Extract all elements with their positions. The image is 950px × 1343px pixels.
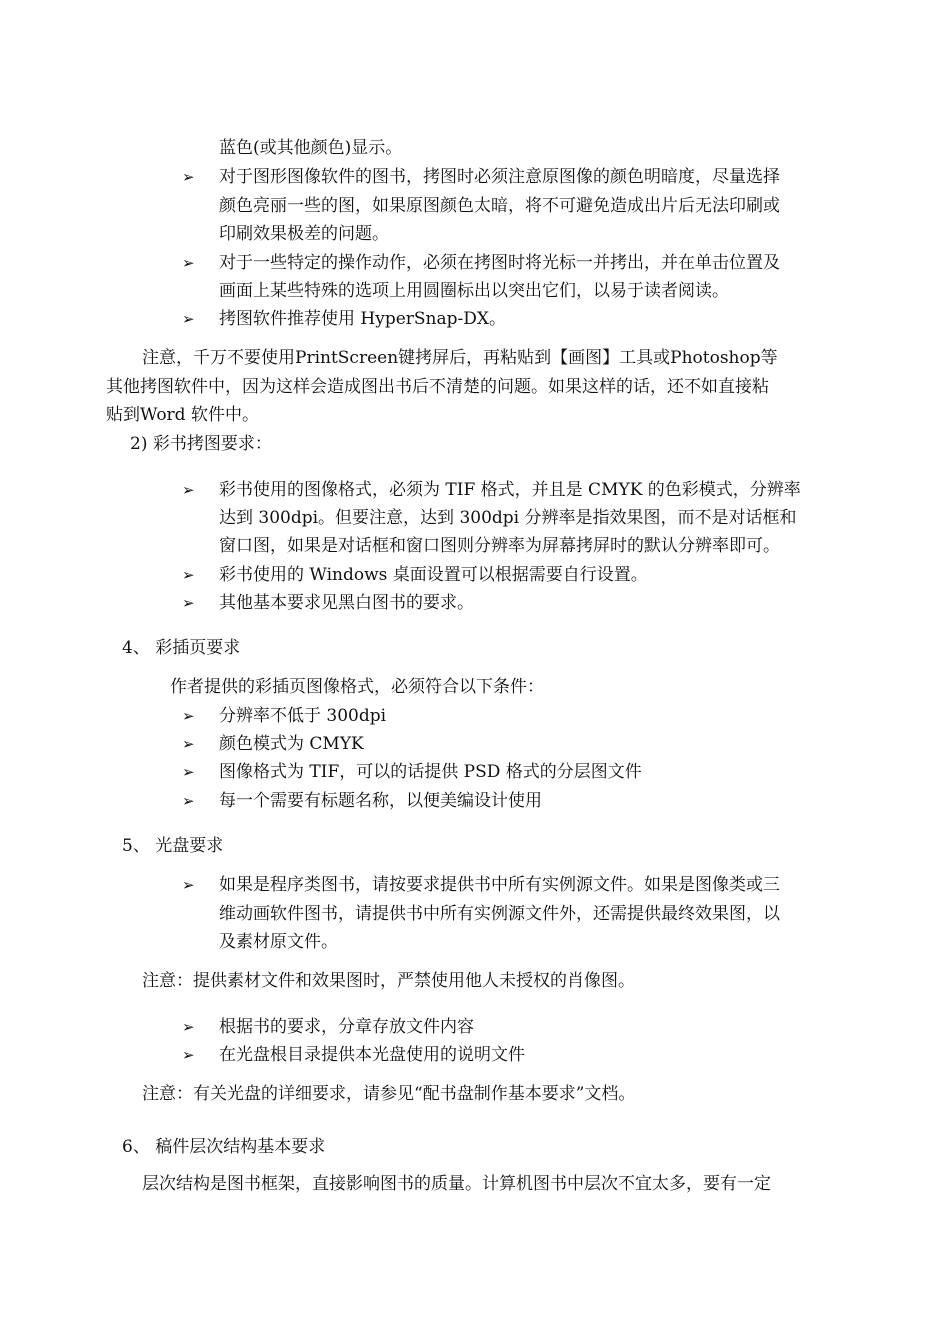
bullet-text-line: 拷图软件推荐使用 HyperSnap-DX。: [219, 309, 506, 329]
bullet-text-line: 画面上某些特殊的选项上用圆圈标出以突出它们，以易于读者阅读。: [219, 281, 729, 301]
bullet-text-line: 每一个需要有标题名称，以便美编设计使用: [219, 791, 542, 811]
note-text: 注意：提供素材文件和效果图时，严禁使用他人未授权的肖像图。: [142, 971, 635, 991]
bullet-arrow-icon: ➢: [182, 594, 195, 612]
bullet-text-line: 颜色亮丽一些的图，如果原图颜色太暗，将不可避免造成出片后无法印刷或: [219, 196, 780, 216]
bullet-text-line: 彩书使用的 Windows 桌面设置可以根据需要自行设置。: [219, 565, 648, 585]
bullet-text-line: 如果是程序类图书，请按要求提供书中所有实例源文件。如果是图像类或三: [219, 875, 780, 895]
section-heading: 6、 稿件层次结构基本要求: [122, 1137, 326, 1157]
section-intro: 作者提供的彩插页图像格式，必须符合以下条件：: [170, 677, 544, 697]
bullet-text-line: 对于图形图像软件的图书，拷图时必须注意原图像的颜色明暗度，尽量选择: [219, 167, 780, 187]
bullet-text-line: 分辨率不低于 300dpi: [219, 706, 387, 726]
bullet-text-line: 窗口图，如果是对话框和窗口图则分辨率为屏幕拷屏时的默认分辨率即可。: [219, 536, 780, 556]
bullet-text-line: 达到 300dpi。但要注意，达到 300dpi 分辨率是指效果图，而不是对话框和: [219, 508, 797, 528]
bullet-text-line: 对于一些特定的操作动作，必须在拷图时将光标一并拷出，并在单击位置及: [219, 253, 780, 273]
bullet-arrow-icon: ➢: [182, 763, 195, 781]
bullet-text-line: 在光盘根目录提供本光盘使用的说明文件: [219, 1045, 525, 1065]
bullet-text-line: 颜色模式为 CMYK: [219, 734, 364, 754]
note-paragraph-line: 贴到Word 软件中。: [106, 405, 259, 425]
bullet-text-line: 印刷效果极差的问题。: [219, 224, 389, 244]
section-heading: 4、 彩插页要求: [122, 638, 241, 658]
bullet-text-line: 图像格式为 TIF，可以的话提供 PSD 格式的分层图文件: [219, 762, 642, 782]
continuation-text: 蓝色(或其他颜色)显示。: [219, 138, 403, 158]
bullet-text-line: 彩书使用的图像格式，必须为 TIF 格式，并且是 CMYK 的色彩模式，分辨率: [219, 480, 801, 500]
note-paragraph-line: 其他拷图软件中，因为这样会造成图出书后不清楚的问题。如果这样的话，还不如直接粘: [106, 377, 769, 397]
bullet-text-line: 根据书的要求，分章存放文件内容: [219, 1017, 474, 1037]
note-paragraph-line: 注意，千万不要使用PrintScreen键拷屏后，再粘贴到【画图】工具或Photoshop等: [142, 348, 778, 368]
bullet-arrow-icon: ➢: [182, 1046, 195, 1064]
paragraph-text: 层次结构是图书框架，直接影响图书的质量。计算机图书中层次不宜太多，要有一定: [142, 1174, 771, 1194]
bullet-arrow-icon: ➢: [182, 1018, 195, 1036]
subsection-heading: 2) 彩书拷图要求：: [130, 434, 272, 454]
bullet-arrow-icon: ➢: [182, 481, 195, 499]
bullet-text-line: 其他基本要求见黑白图书的要求。: [219, 593, 474, 613]
bullet-arrow-icon: ➢: [182, 168, 195, 186]
bullet-text-line: 及素材原文件。: [219, 932, 338, 952]
bullet-arrow-icon: ➢: [182, 792, 195, 810]
bullet-arrow-icon: ➢: [182, 254, 195, 272]
bullet-text-line: 维动画软件图书，请提供书中所有实例源文件外，还需提供最终效果图，以: [219, 904, 780, 924]
bullet-arrow-icon: ➢: [182, 876, 195, 894]
section-heading: 5、 光盘要求: [122, 836, 224, 856]
bullet-arrow-icon: ➢: [182, 735, 195, 753]
bullet-arrow-icon: ➢: [182, 566, 195, 584]
note-text: 注意：有关光盘的详细要求，请参见“配书盘制作基本要求”文档。: [142, 1084, 636, 1104]
bullet-arrow-icon: ➢: [182, 310, 195, 328]
bullet-arrow-icon: ➢: [182, 707, 195, 725]
